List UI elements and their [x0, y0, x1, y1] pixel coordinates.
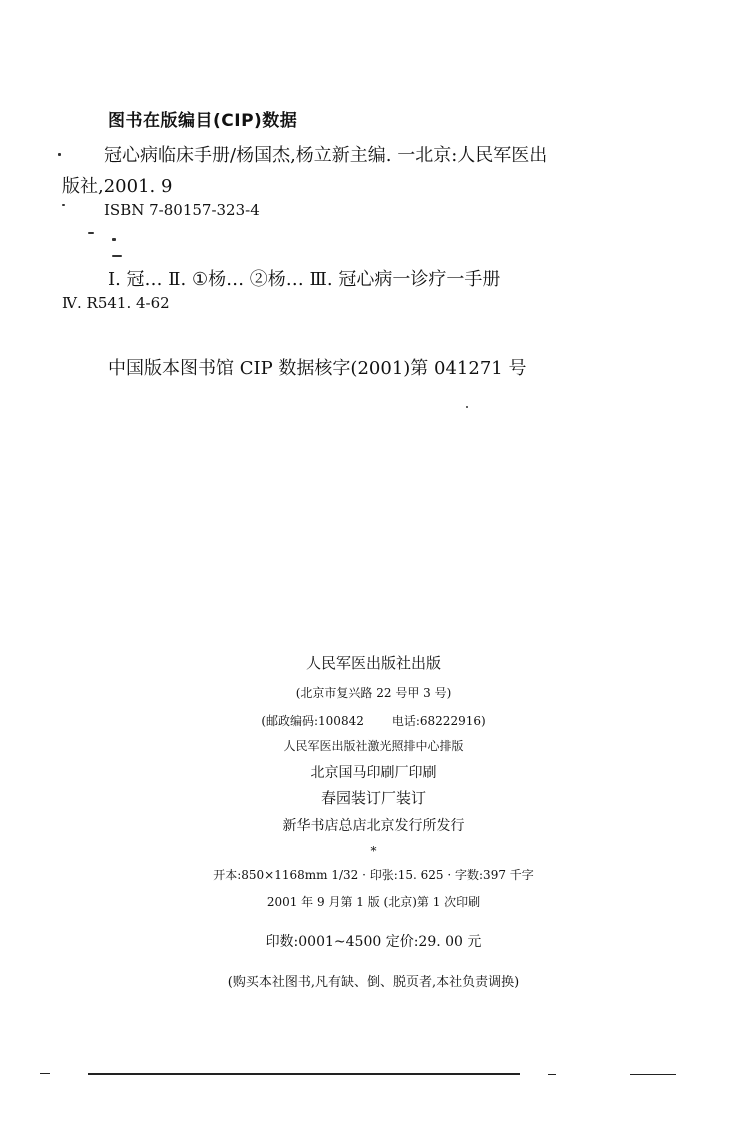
scan-speck	[88, 232, 94, 234]
cip-number: 中国版本图书馆 CIP 数据核字(2001)第 041271 号	[108, 358, 527, 379]
publisher-contact	[0, 712, 747, 729]
replacement-notice: (购买本社图书,凡有缺、倒、脱页者,本社负责调换)	[227, 975, 520, 990]
edition-info: 2001 年 9 月第 1 版 (北京)第 1 次印刷	[266, 895, 481, 909]
phone: 电话:68222916)	[391, 714, 486, 728]
publisher-address: (北京市复兴路 22 号甲 3 号)	[295, 686, 452, 700]
scan-speck	[62, 204, 65, 206]
separator-asterisk: *	[370, 844, 377, 858]
print-run-price: 印数:0001~4500 定价:29. 00 元	[265, 934, 482, 950]
typesetting-credit: 人民军医出版社激光照排中心排版	[283, 739, 464, 753]
cip-publisher-line: 版社,2001. 9	[62, 176, 173, 197]
postcode: (邮政编码:100842	[261, 714, 364, 728]
bottom-rule-fragment	[548, 1074, 556, 1075]
printing-credit: 北京国马印刷厂印刷	[310, 765, 437, 781]
binding-credit: 春园装订厂装订	[320, 789, 426, 807]
bottom-rule-fragment	[630, 1074, 676, 1075]
distribution-credit: 新华书店总店北京发行所发行	[282, 818, 465, 834]
cip-subjects: Ⅰ. 冠… Ⅱ. ①杨… ②杨… Ⅲ. 冠心病一诊疗一手册	[108, 269, 501, 290]
cip-title-line: 冠心病临床手册/杨国杰,杨立新主编. 一北京:人民军医出	[104, 145, 548, 166]
scan-speck	[112, 255, 122, 257]
book-specs: 开本:850×1168mm 1/32 · 印张:15. 625 · 字数:397 千字	[213, 868, 534, 882]
scan-speck	[58, 153, 61, 156]
scan-speck	[112, 238, 116, 241]
bottom-rule-fragment	[40, 1073, 50, 1074]
cip-heading: 图书在版编目(CIP)数据	[108, 111, 298, 131]
cip-isbn: ISBN 7-80157-323-4	[104, 201, 260, 219]
cip-classification: Ⅳ. R541. 4-62	[62, 294, 170, 312]
scan-speck	[466, 406, 468, 408]
publisher-name: 人民军医出版社出版	[305, 654, 441, 672]
bottom-rule	[88, 1073, 520, 1075]
